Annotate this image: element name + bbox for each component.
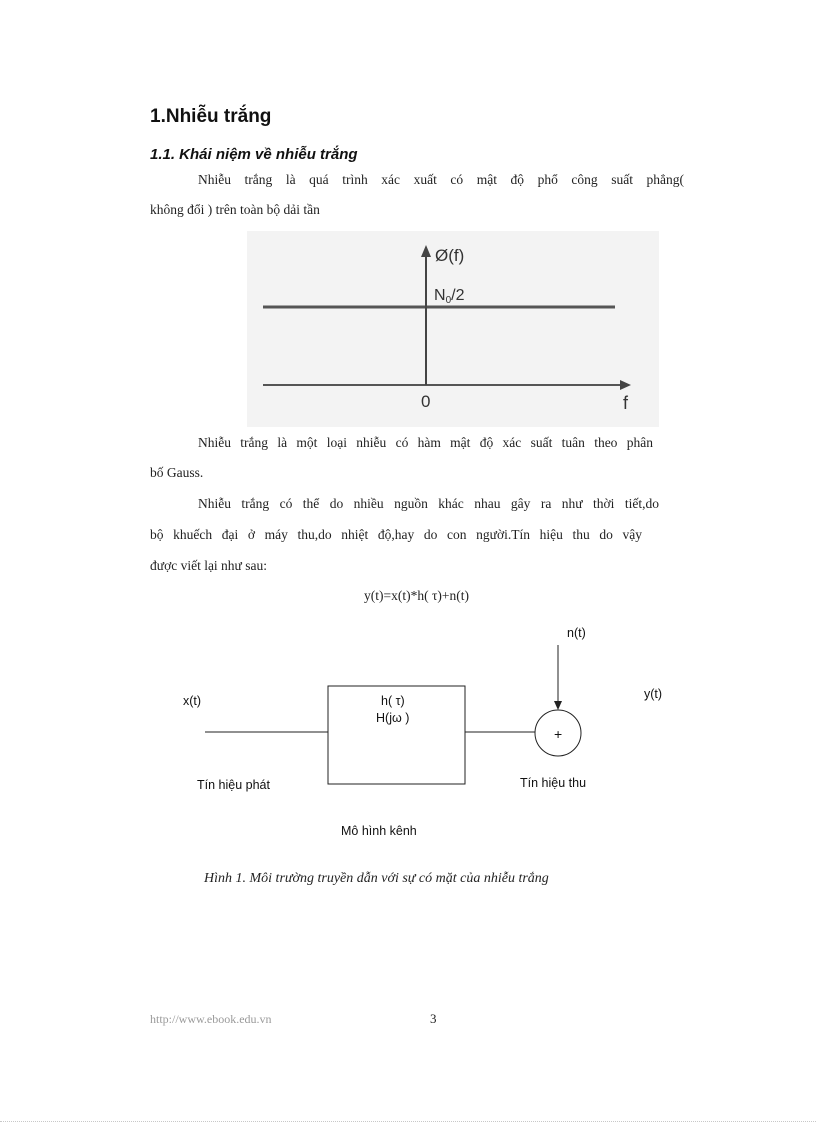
noise-signal-label: n(t)	[567, 626, 586, 640]
paragraph-1-line-1: Nhiễu trắng là quá trình xác xuất có mật độ phổ công suất phẳng(	[198, 172, 684, 187]
adder-plus-symbol: +	[554, 726, 563, 742]
transfer-function-label: H(jω )	[376, 711, 410, 725]
psd-y-label: Ø(f)	[435, 246, 465, 265]
psd-x-label: f	[623, 393, 629, 413]
channel-model-diagram	[0, 615, 816, 855]
paragraph-3-line-2: bộ khuếch đại ở máy thu,do nhiệt độ,hay do con người.Tín hiệu thu do vậy	[150, 527, 642, 542]
output-signal-label: y(t)	[644, 687, 663, 701]
paragraph-3-line-1: Nhiễu trắng có thể do nhiều nguồn khác nhau gây ra như thời tiết,do	[198, 496, 659, 511]
footer-url[interactable]: http://www.ebook.edu.vn	[150, 1012, 272, 1026]
signal-equation: y(t)=x(t)*h( τ)+n(t)	[364, 588, 469, 603]
paragraph-3-line-3: được viết lại như sau:	[150, 558, 267, 573]
received-signal-label: Tín hiệu thu	[520, 776, 587, 790]
noise-arrow	[554, 701, 562, 710]
paragraph-2-line-1: Nhiễu trắng là một loại nhiễu có hàm mật độ xác suất tuân theo phân	[198, 435, 653, 450]
psd-level-label: N0/2	[434, 287, 465, 306]
transmitted-signal-label: Tín hiệu phát	[197, 778, 270, 792]
psd-figure	[247, 231, 659, 427]
subsection-heading: 1.1. Khái niệm về nhiễu trắng	[150, 146, 358, 163]
section-heading: 1.Nhiễu trắng	[150, 106, 272, 127]
impulse-response-label: h( τ)	[381, 694, 405, 708]
psd-origin-label: 0	[421, 392, 431, 411]
paragraph-2-line-2: bố Gauss.	[150, 465, 204, 480]
figure-caption: Hình 1. Môi trường truyền dẫn với sự có mặt của nhiễu trắng	[204, 871, 549, 886]
input-signal-label: x(t)	[183, 694, 202, 708]
page-number: 3	[430, 1011, 437, 1026]
channel-model-label: Mô hình kênh	[341, 824, 417, 838]
page-bottom-border	[0, 1121, 816, 1122]
paragraph-1-line-2: không đổi ) trên toàn bộ dải tần	[150, 202, 320, 217]
